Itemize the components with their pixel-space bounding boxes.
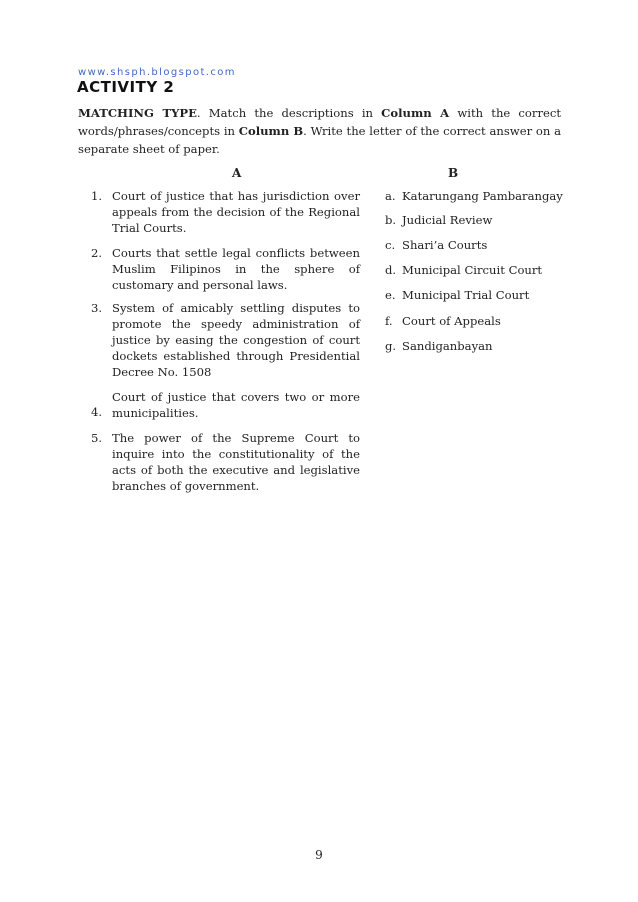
item-number: 1.	[91, 189, 103, 203]
item-description: Courts that settle legal conflicts between Muslim Filipinos in the sphere of customary and personal laws.	[112, 246, 360, 292]
column-b-reference: Column B	[238, 124, 304, 138]
item-number: 4.	[91, 405, 103, 419]
column-b-item-g	[385, 338, 493, 354]
column-b-item-e	[385, 287, 529, 303]
item-letter: e.	[385, 288, 396, 302]
item-description: System of amicably settling disputes to promote the speedy administration of justice by easing the congestion of court dockets established through Presidential Decree No. 1508	[112, 301, 360, 379]
column-b-item-c	[385, 237, 487, 253]
item-number: 2.	[91, 246, 103, 260]
column-b-item-b	[385, 212, 492, 228]
column-b-item-a	[385, 188, 563, 204]
activity-title: ACTIVITY 2	[77, 78, 175, 96]
column-b-item-f	[385, 313, 501, 329]
column-a-item-2	[91, 245, 360, 293]
instructions-part3: . Write the letter of the correct answer on a separate sheet of paper.	[78, 124, 562, 156]
column-a-item-4	[91, 389, 360, 421]
item-description: Court of justice that has jurisdiction over appeals from the decision of the Regional Trial Courts.	[112, 189, 360, 235]
instructions-part1: . Match the descriptions in	[196, 106, 382, 120]
item-answer: Municipal Circuit Court	[402, 263, 543, 277]
column-b-header: B	[448, 166, 459, 180]
item-answer: Shari’a Courts	[402, 238, 488, 252]
column-a-reference: Column A	[381, 106, 450, 120]
item-letter: d.	[385, 263, 397, 277]
item-answer: Katarungang Pambarangay	[402, 189, 563, 203]
column-a-item-1	[91, 188, 360, 236]
item-answer: Court of Appeals	[402, 314, 501, 328]
item-letter: g.	[385, 339, 397, 353]
item-description: Court of justice that covers two or more municipalities.	[112, 390, 360, 420]
column-a-header: A	[232, 166, 242, 180]
instructions-lead: MATCHING TYPE	[78, 106, 197, 120]
item-answer: Judicial Review	[402, 213, 493, 227]
item-description: The power of the Supreme Court to inquire into the constitutionality of the acts of both the executive and legislative branches of government.	[112, 431, 360, 493]
instructions	[78, 104, 561, 158]
item-letter: c.	[385, 238, 396, 252]
item-answer: Sandiganbayan	[402, 339, 493, 353]
item-letter: f.	[385, 314, 393, 328]
column-a-item-5	[91, 430, 360, 494]
instructions-part2: with the correct words/phrases/concepts in	[78, 106, 562, 138]
column-b-item-d	[385, 262, 542, 278]
watermark-url: www.shsph.blogspot.com	[78, 67, 236, 78]
column-a-item-3	[91, 300, 360, 380]
item-number: 3.	[91, 301, 103, 315]
item-number: 5.	[91, 431, 103, 445]
item-letter: b.	[385, 213, 397, 227]
item-letter: a.	[385, 189, 396, 203]
item-answer: Municipal Trial Court	[402, 288, 530, 302]
page-number: 9	[315, 848, 323, 862]
